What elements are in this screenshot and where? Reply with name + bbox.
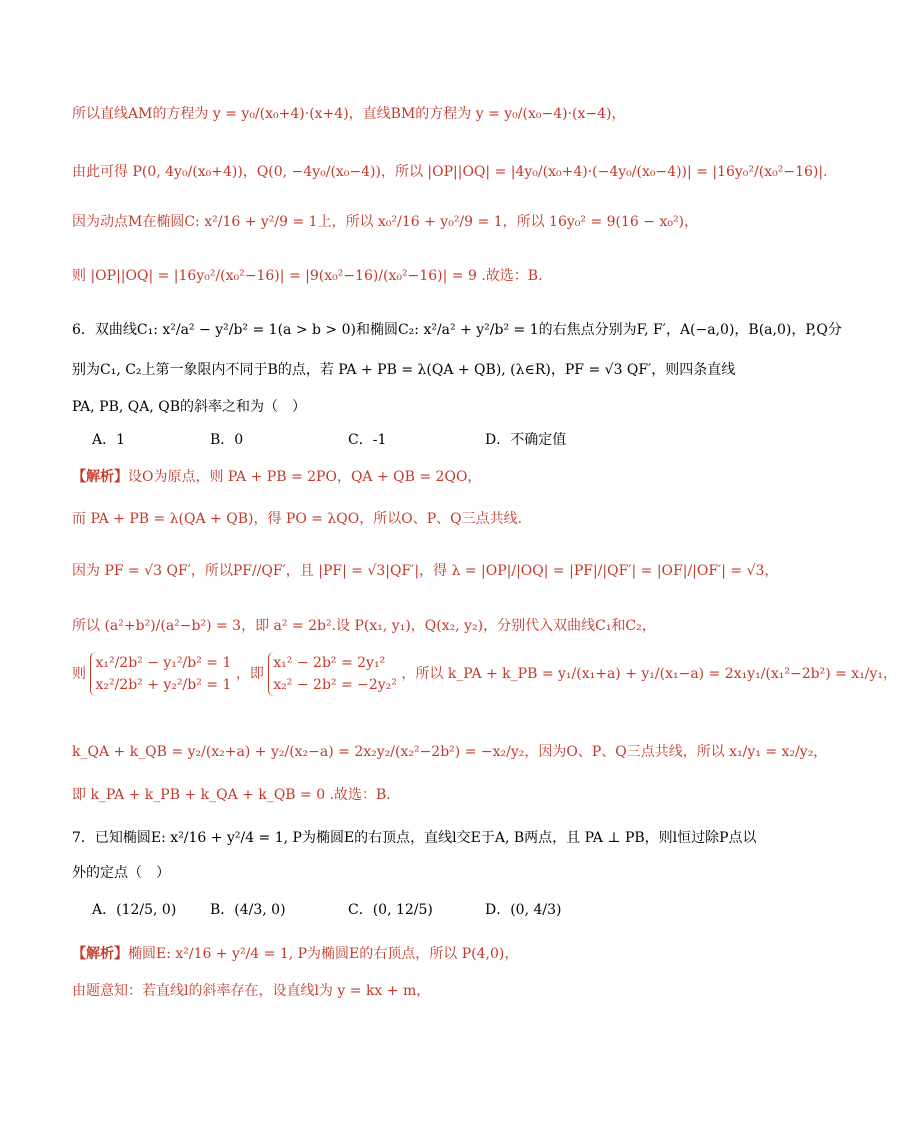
question-text: 6．双曲线C₁: x²/a² − y²/b² = 1(a > b > 0)和椭圆C₂: x²/a² + y²/b² = 1的右焦点分别为F, F′，A(−a,0)，B(a,0)，P,Q分 [72, 322, 842, 338]
option-d: D．(0, 4/3) [485, 902, 562, 918]
equation-row: x₁² − 2b² = 2y₁² [273, 655, 386, 671]
equation-row: x₂²/2b² + y₂²/b² = 1 [95, 677, 232, 693]
analysis-tag: 【解析】 [72, 469, 128, 485]
solution-text: 设O为原点，则 PA + PB = 2PO，QA + QB = 2QO， [128, 469, 482, 485]
solution-text: 所以 (a²+b²)/(a²−b²) = 3，即 a² = 2b².设 P(x₁, y₁)，Q(x₂, y₂)，分别代入双曲线C₁和C₂， [72, 618, 656, 634]
equation-row: x₂² − 2b² = −2y₂² [273, 677, 397, 693]
question-6-stem-2 [72, 360, 734, 380]
equation-system [268, 652, 397, 696]
solution-6-line-5 [72, 652, 897, 696]
question-6-stem-3 [72, 397, 734, 417]
question-6-stem-1 [72, 320, 842, 340]
solution-line-2 [72, 162, 828, 182]
solution-text: 则 [72, 666, 86, 682]
option-d: D．不确定值 [485, 432, 567, 448]
solution-6-line-2 [72, 509, 734, 529]
solution-text: k_QA + k_QB = y₂/(x₂+a) + y₂/(x₂−a) = 2x₂y₂/(x₂²−2b²) = −x₂/y₂，因为O、P、Q三点共线，所以 x₁/y₁ = x₂/y₂， [72, 744, 828, 760]
solution-text: 由题意知：若直线l的斜率存在，设直线l为 y = kx + m， [72, 983, 431, 999]
solution-text: 而 PA + PB = λ(QA + QB)，得 PO = λQO，所以O、P、Q三点共线. [72, 511, 523, 527]
solution-6-line-6 [72, 742, 828, 762]
option-b: B．0 [210, 432, 244, 448]
solution-text: 因为 PF = √3 QF′，所以PF//QF′，且 |PF| = √3|QF′|，得 λ = |OP|/|OQ| = |PF|/|QF′| = |OF|/|OF′| = √3， [72, 563, 779, 579]
question-text: 7．已知椭圆E: x²/16 + y²/4 = 1, P为椭圆E的右顶点，直线l交E于A, B两点，且 PA ⊥ PB，则l恒过除P点以 [72, 830, 757, 846]
solution-text: ，即 [235, 666, 264, 682]
solution-text: 则 |OP||OQ| = |16y₀²/(x₀²−16)| = |9(x₀²−16)/(x₀²−16)| = 9 .故选：B. [72, 268, 543, 284]
question-7-stem-2 [72, 863, 734, 883]
solution-6-line-7 [72, 785, 734, 805]
option-c: C．(0, 12/5) [348, 902, 433, 918]
solution-6-line-1 [72, 467, 734, 487]
equation-system [90, 652, 231, 696]
option-b: B．(4/3, 0) [210, 902, 286, 918]
solution-text: ，所以 k_PA + k_PB = y₁/(x₁+a) + y₁/(x₁−a) = 2x₁y₁/(x₁²−2b²) = x₁/y₁， [401, 666, 897, 682]
question-text: 外的定点（ ） [72, 865, 170, 881]
solution-7-line-2 [72, 981, 734, 1001]
option-a: A．1 [92, 432, 126, 448]
solution-text: 由此可得 P(0, 4y₀/(x₀+4))，Q(0, −4y₀/(x₀−4))，所以 |OP||OQ| = |4y₀/(x₀+4)·(−4y₀/(x₀−4))| = |16y₀²/(x₀²−16)|. [72, 164, 828, 180]
solution-text: 椭圆E: x²/16 + y²/4 = 1, P为椭圆E的右顶点，所以 P(4,0)， [128, 946, 519, 962]
solution-line-1 [72, 104, 734, 124]
solution-text: 所以直线AM的方程为 y = y₀/(x₀+4)·(x+4)，直线BM的方程为 y = y₀/(x₀−4)·(x−4)， [72, 106, 626, 122]
question-7-stem-1 [72, 828, 757, 848]
solution-line-4 [72, 266, 734, 286]
question-text: 别为C₁, C₂上第一象限内不同于B的点，若 PA + PB = λ(QA + QB), (λ∈R)，PF = √3 QF′，则四条直线 [72, 362, 736, 378]
option-a: A．(12/5, 0) [92, 902, 177, 918]
solution-7-line-1 [72, 944, 734, 964]
solution-line-3 [72, 212, 734, 232]
solution-text: 即 k_PA + k_PB + k_QA + k_QB = 0 .故选：B. [72, 787, 391, 803]
solution-6-line-4 [72, 616, 734, 636]
equation-row: x₁²/2b² − y₁²/b² = 1 [95, 655, 232, 671]
solution-text: 因为动点M在椭圆C: x²/16 + y²/9 = 1上，所以 x₀²/16 + y₀²/9 = 1，所以 16y₀² = 9(16 − x₀²)， [72, 214, 699, 230]
question-text: PA, PB, QA, QB的斜率之和为（ ） [72, 399, 307, 415]
option-c: C．-1 [348, 432, 387, 448]
solution-6-line-3 [72, 561, 779, 581]
analysis-tag: 【解析】 [72, 946, 128, 962]
